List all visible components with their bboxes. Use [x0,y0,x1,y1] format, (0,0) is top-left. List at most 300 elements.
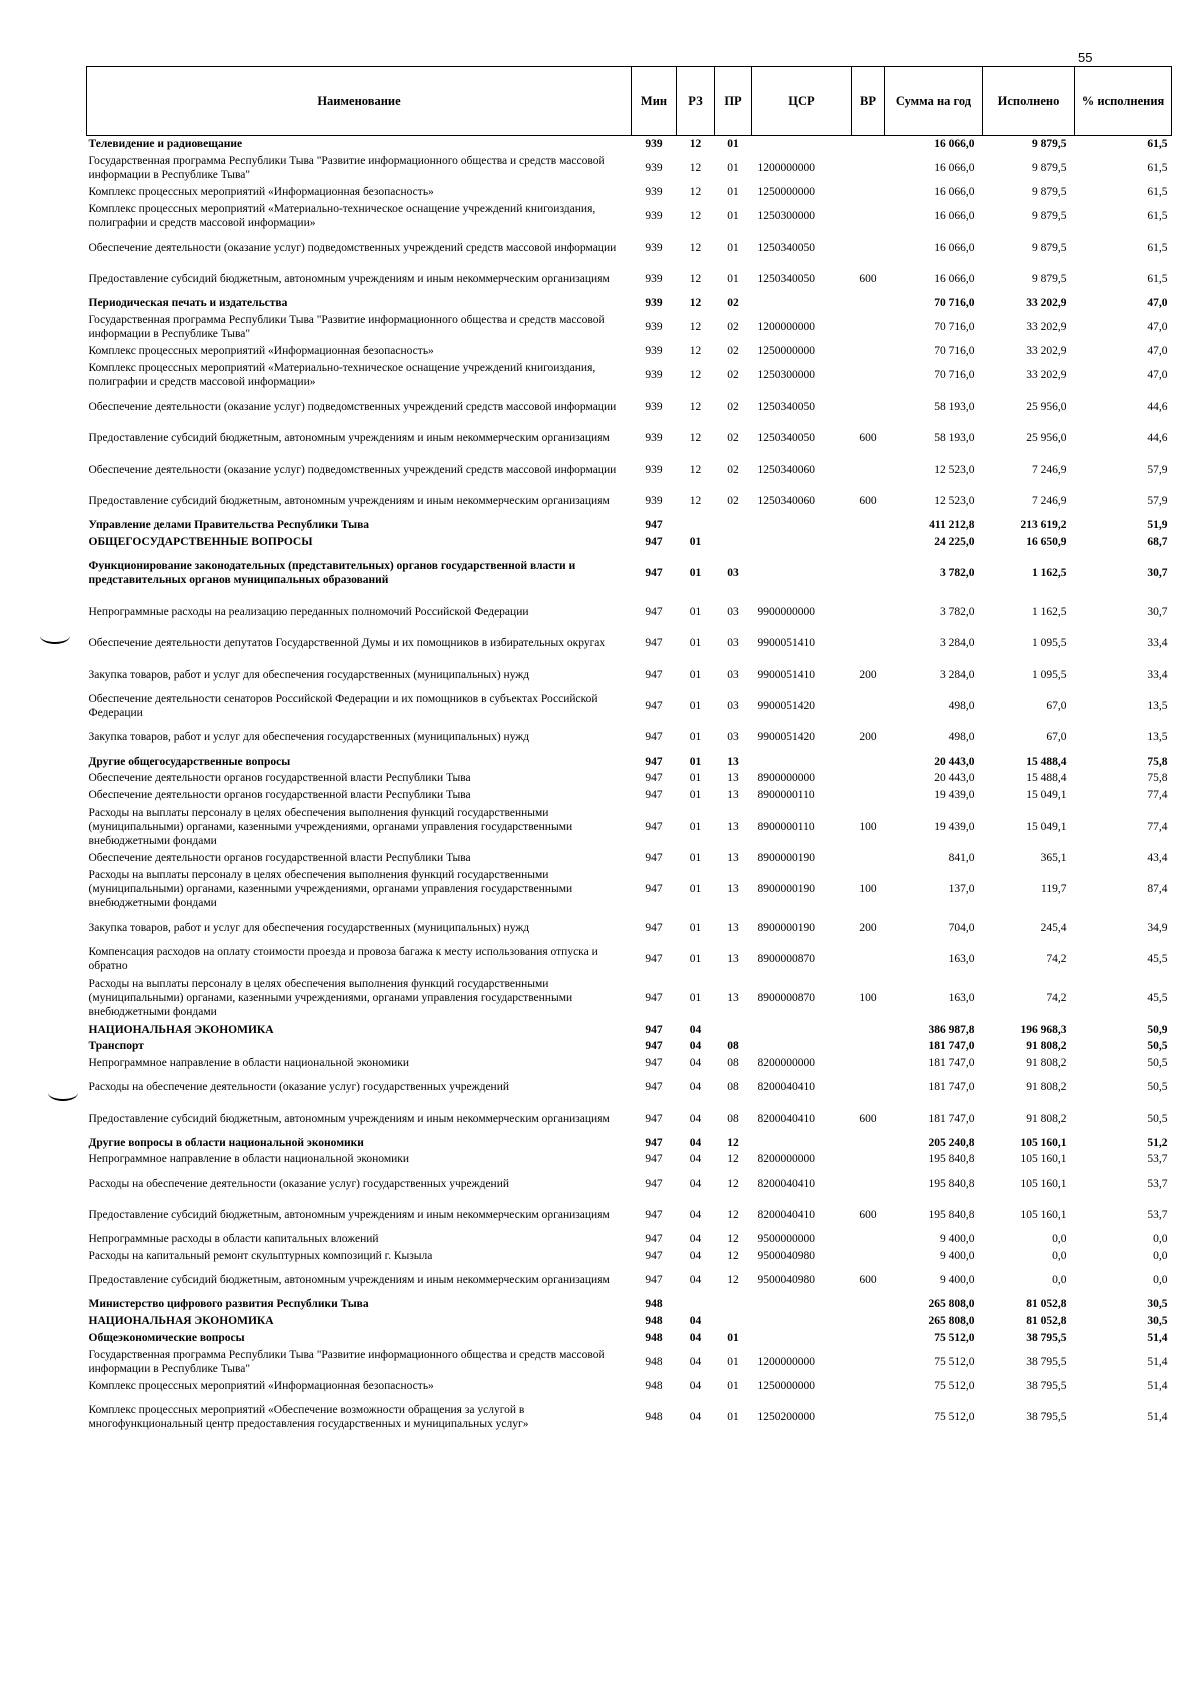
cell-csr: 1250340050 [757,241,815,254]
cell-done: 74,2 [1046,953,1067,966]
cell-sum: 70 716,0 [934,369,975,382]
table-row [87,912,1172,943]
cell-name: Предоставление субсидий бюджетным, автономным учреждениям и иным некоммерческим организациям [88,494,610,507]
cell-pct: 61,5 [1147,241,1168,254]
cell-vr [852,232,885,263]
cell-done: 81 052,8 [1026,1314,1067,1327]
table-row [87,1329,1172,1346]
cell-done: 38 795,5 [1026,1379,1067,1392]
cell-min: 947 [645,668,663,681]
cell-sum: 12 523,0 [934,463,975,476]
cell-name: Комплекс процессных мероприятий «Материально-техническое оснащение учреждений книгоиздания, полиграфии и средств массовой информации» [88,362,596,389]
cell-pr [715,517,752,534]
cell-vr [852,628,885,659]
cell-rz [677,517,715,534]
cell-pr: 01 [727,241,739,254]
cell-pct: 44,6 [1147,432,1168,445]
cell-pr [715,533,752,550]
cell-vr [852,454,885,485]
cell-name: Обеспечение деятельности (оказание услуг) подведомственных учреждений средств массовой информации [88,241,617,254]
cell-rz: 01 [689,851,702,864]
cell-min: 947 [645,1057,663,1070]
cell-sum: 20 443,0 [934,755,975,768]
cell-vr [852,753,885,770]
cell-min: 947 [645,820,663,833]
cell-name: Закупка товаров, работ и услуг для обеспечения государственных (муниципальных) нужд [88,922,530,935]
cell-csr: 1250000000 [757,345,815,358]
cell-csr [752,1296,852,1313]
cell-rz: 01 [689,772,702,785]
cell-pr: 03 [727,668,739,681]
cell-min: 947 [645,1249,663,1262]
cell-csr [752,1021,852,1038]
cell-pct: 47,0 [1147,345,1168,358]
cell-name: Телевидение и радиовещание [88,138,243,151]
cell-name: Закупка товаров, работ и услуг для обеспечения государственных (муниципальных) нужд [88,668,530,681]
table-row [87,1168,1172,1199]
table-row [87,1072,1172,1103]
table-row [87,485,1172,516]
cell-sum: 195 840,8 [928,1153,975,1166]
cell-name: Комплекс процессных мероприятий «Информационная безопасность» [88,345,434,358]
cell-min: 939 [645,432,663,445]
cell-csr: 1250300000 [757,369,815,382]
cell-min: 939 [645,161,663,174]
cell-pr: 12 [727,1233,739,1246]
cell-rz: 01 [689,992,702,1005]
cell-csr: 8200040410 [757,1208,815,1221]
table-row [87,1312,1172,1329]
cell-name: Обеспечение деятельности (оказание услуг) подведомственных учреждений средств массовой информации [88,400,617,413]
cell-pct: 34,9 [1147,922,1168,935]
cell-pr: 01 [727,1331,739,1344]
table-row [87,343,1172,360]
cell-name: Управление делами Правительства Республики Тыва [88,518,370,531]
cell-sum: 841,0 [948,851,975,864]
table-row [87,517,1172,534]
cell-pct: 75,8 [1147,772,1168,785]
cell-pct: 13,5 [1147,731,1168,744]
cell-min: 947 [645,992,663,1005]
cell-pct: 44,6 [1147,400,1168,413]
cell-vr: 200 [859,922,877,935]
cell-rz: 04 [689,1023,702,1036]
cell-sum: 411 212,8 [929,518,975,531]
cell-done: 38 795,5 [1026,1355,1067,1368]
table-body [87,136,1172,1441]
cell-vr [852,1168,885,1199]
cell-min: 947 [645,1112,663,1125]
cell-min: 939 [645,272,663,285]
cell-csr: 1250000000 [757,1379,815,1392]
cell-rz: 01 [689,922,702,935]
cell-vr [852,136,885,153]
cell-pr: 03 [727,605,739,618]
cell-pr: 02 [727,432,739,445]
cell-name: Другие вопросы в области национальной экономики [88,1136,364,1149]
margin-bracket-mark [48,1085,78,1101]
cell-pr: 13 [727,851,739,864]
cell-rz: 04 [689,1314,702,1327]
cell-rz: 04 [689,1081,702,1094]
cell-pct: 30,7 [1147,605,1168,618]
cell-pr: 12 [727,1136,739,1149]
cell-done: 1 162,5 [1032,567,1067,580]
cell-rz: 12 [689,161,702,174]
cell-vr: 200 [859,731,877,744]
cell-csr: 9500040980 [757,1249,815,1262]
cell-vr [852,550,885,596]
cell-pct: 45,5 [1147,953,1168,966]
table-row [87,454,1172,485]
cell-vr [852,1038,885,1055]
cell-csr [752,1134,852,1151]
header-sum: Сумма на год [885,67,983,136]
cell-sum: 75 512,0 [934,1355,975,1368]
cell-name: Министерство цифрового развития Республики Тыва [88,1298,369,1311]
cell-pct: 57,9 [1147,494,1168,507]
cell-sum: 9 400,0 [940,1233,975,1246]
cell-sum: 16 066,0 [934,138,975,151]
cell-done: 9 879,5 [1032,186,1067,199]
table-row [87,628,1172,659]
margin-bracket-mark [40,628,70,644]
header-name: Наименование [87,67,632,136]
cell-rz: 04 [689,1112,702,1125]
cell-sum: 19 439,0 [934,820,975,833]
cell-min: 947 [645,1136,663,1149]
cell-pct: 30,5 [1147,1298,1168,1311]
cell-csr: 1200000000 [757,321,815,334]
cell-csr: 8200040410 [757,1177,815,1190]
cell-done: 1 095,5 [1032,668,1067,681]
cell-pct: 53,7 [1147,1208,1168,1221]
cell-pct: 51,2 [1147,1136,1168,1149]
cell-vr [852,184,885,201]
cell-rz: 04 [689,1233,702,1246]
cell-sum: 265 808,0 [928,1314,975,1327]
cell-name: Комплекс процессных мероприятий «Информационная безопасность» [88,186,434,199]
cell-name: Обеспечение деятельности (оказание услуг) подведомственных учреждений средств массовой информации [88,463,617,476]
cell-min: 947 [645,1040,663,1053]
table-row [87,753,1172,770]
cell-pct: 53,7 [1147,1177,1168,1190]
cell-sum: 9 400,0 [940,1249,975,1262]
cell-done: 91 808,2 [1026,1057,1067,1070]
cell-pr: 03 [727,567,739,580]
cell-done: 245,4 [1040,922,1067,935]
cell-pr: 03 [727,700,739,713]
cell-sum: 181 747,0 [928,1057,975,1070]
cell-done: 15 049,1 [1026,789,1067,802]
cell-pr: 08 [727,1081,739,1094]
cell-done: 16 650,9 [1026,535,1067,548]
table-row [87,975,1172,1021]
cell-sum: 16 066,0 [934,186,975,199]
cell-pr [715,1296,752,1313]
cell-csr: 8900000000 [757,772,815,785]
cell-rz: 01 [689,883,702,896]
cell-rz: 04 [689,1040,702,1053]
cell-sum: 205 240,8 [928,1136,975,1149]
cell-sum: 70 716,0 [934,345,975,358]
cell-pct: 57,9 [1147,463,1168,476]
cell-name: Обеспечение деятельности депутатов Государственной Думы и их помощников в избирательных округах [88,637,606,650]
table-row [87,1377,1172,1394]
cell-name: Обеспечение деятельности органов государственной власти Республики Тыва [88,789,471,802]
cell-rz: 01 [689,637,702,650]
cell-name: Предоставление субсидий бюджетным, автономным учреждениям и иным некоммерческим организациям [88,432,610,445]
cell-done: 15 488,4 [1026,772,1067,785]
cell-rz: 12 [689,321,702,334]
cell-name: Государственная программа Республики Тыва "Развитие информационного общества и средств массовой информации в Республике Тыва" [88,314,605,341]
cell-sum: 9 400,0 [940,1273,975,1286]
cell-name: НАЦИОНАЛЬНАЯ ЭКОНОМИКА [88,1023,274,1036]
table-row [87,1055,1172,1072]
cell-done: 105 160,1 [1020,1208,1067,1221]
table-row [87,391,1172,422]
cell-csr: 9900051420 [757,700,815,713]
cell-sum: 58 193,0 [934,432,975,445]
cell-vr [852,1151,885,1168]
cell-name: Предоставление субсидий бюджетным, автономным учреждениям и иным некоммерческим организациям [88,1208,610,1221]
cell-csr: 8900000190 [757,922,815,935]
table-row [87,1346,1172,1377]
cell-csr [752,1329,852,1346]
cell-sum: 3 782,0 [940,605,975,618]
cell-min: 939 [645,400,663,413]
cell-pct: 13,5 [1147,700,1168,713]
cell-pct: 0,0 [1153,1273,1168,1286]
cell-pct: 50,5 [1147,1040,1168,1053]
cell-vr [852,1134,885,1151]
cell-pr: 08 [727,1112,739,1125]
table-row [87,360,1172,391]
cell-rz: 01 [689,731,702,744]
table-row [87,232,1172,263]
cell-name: Обеспечение деятельности органов государственной власти Республики Тыва [88,851,471,864]
cell-done: 38 795,5 [1026,1331,1067,1344]
cell-csr [752,533,852,550]
cell-name: Общеэкономические вопросы [88,1331,245,1344]
cell-csr [752,1312,852,1329]
cell-name: НАЦИОНАЛЬНАЯ ЭКОНОМИКА [88,1314,274,1327]
cell-pr: 13 [727,883,739,896]
cell-pct: 47,0 [1147,321,1168,334]
cell-sum: 58 193,0 [934,400,975,413]
cell-vr [852,311,885,342]
cell-rz: 12 [689,369,702,382]
cell-name: Функционирование законодательных (представительных) органов государственной власти и представительных органов муниципальных образований [88,560,576,587]
cell-name: Обеспечение деятельности органов государственной власти Республики Тыва [88,772,471,785]
cell-csr: 1200000000 [757,1355,815,1368]
cell-sum: 386 987,8 [928,1023,975,1036]
cell-name: Расходы на капитальный ремонт скульптурных композиций г. Кызыла [88,1249,433,1262]
cell-pct: 77,4 [1147,820,1168,833]
cell-pct: 51,4 [1147,1379,1168,1392]
cell-min: 939 [645,186,663,199]
cell-pr: 01 [727,1411,739,1424]
cell-pct: 33,4 [1147,637,1168,650]
cell-pr: 02 [727,463,739,476]
cell-sum: 195 840,8 [928,1177,975,1190]
cell-done: 67,0 [1046,731,1067,744]
cell-min: 947 [645,1023,663,1036]
cell-csr: 9900051410 [757,637,815,650]
cell-pr: 12 [727,1177,739,1190]
cell-done: 15 049,1 [1026,820,1067,833]
cell-done: 9 879,5 [1032,161,1067,174]
cell-pr: 13 [727,789,739,802]
table-row [87,184,1172,201]
cell-done: 9 879,5 [1032,241,1067,254]
cell-done: 9 879,5 [1032,210,1067,223]
cell-pct: 51,4 [1147,1355,1168,1368]
cell-csr: 8900000190 [757,851,815,864]
cell-rz [677,1296,715,1313]
cell-min: 939 [645,369,663,382]
cell-pr: 13 [727,755,739,768]
cell-name: Компенсация расходов на оплату стоимости проезда и провоза багажа к месту использования отпуска и обратно [88,946,598,973]
cell-min: 939 [645,210,663,223]
cell-pr [715,1021,752,1038]
cell-rz: 01 [689,755,702,768]
cell-min: 947 [645,605,663,618]
cell-vr [852,1312,885,1329]
cell-name: Закупка товаров, работ и услуг для обеспечения государственных (муниципальных) нужд [88,731,530,744]
cell-pct: 53,7 [1147,1153,1168,1166]
cell-csr: 1200000000 [757,161,815,174]
cell-rz: 04 [689,1273,702,1286]
cell-done: 7 246,9 [1032,463,1067,476]
cell-done: 105 160,1 [1020,1177,1067,1190]
cell-sum: 70 716,0 [934,321,975,334]
cell-pr: 03 [727,637,739,650]
cell-pr: 02 [727,297,739,310]
cell-name: Другие общегосударственные вопросы [88,755,291,768]
table-row [87,1394,1172,1440]
cell-pct: 0,0 [1153,1233,1168,1246]
cell-rz: 12 [689,241,702,254]
table-row [87,1103,1172,1134]
cell-pct: 50,9 [1147,1023,1168,1036]
cell-done: 105 160,1 [1020,1136,1067,1149]
cell-name: Предоставление субсидий бюджетным, автономным учреждениям и иным некоммерческим организациям [88,272,610,285]
cell-csr: 1250340050 [757,400,815,413]
cell-pr: 13 [727,953,739,966]
cell-done: 0,0 [1052,1273,1067,1286]
cell-name: Предоставление субсидий бюджетным, автономным учреждениям и иным некоммерческим организациям [88,1273,610,1286]
table-row [87,1296,1172,1313]
cell-min: 947 [645,535,663,548]
cell-done: 1 095,5 [1032,637,1067,650]
cell-vr: 100 [859,992,877,1005]
cell-min: 939 [645,138,663,151]
cell-pr: 12 [727,1153,739,1166]
cell-name: Государственная программа Республики Тыва "Развитие информационного общества и средств массовой информации в Республике Тыва" [88,1348,605,1375]
cell-rz: 04 [689,1379,702,1392]
cell-done: 91 808,2 [1026,1112,1067,1125]
table-row [87,596,1172,627]
cell-min: 939 [645,345,663,358]
cell-name: Расходы на выплаты персоналу в целях обеспечения выполнения функций государственными (муниципальными) органами, казенными учреждениями, органами управления государственными внебюджетными фондами [88,806,573,847]
cell-csr [752,550,852,596]
cell-done: 196 968,3 [1020,1023,1067,1036]
cell-rz: 01 [689,535,702,548]
budget-table-container [86,66,1171,1440]
cell-csr: 8900000870 [757,953,815,966]
table-row [87,422,1172,453]
cell-name: Комплекс процессных мероприятий «Обеспечение возможности обращения за услугой в многофункциональный центр предоставления государственных и муниципальных услуг» [88,1404,529,1431]
table-row [87,690,1172,721]
cell-vr: 100 [859,883,877,896]
cell-min: 947 [645,731,663,744]
cell-pr: 02 [727,369,739,382]
cell-vr [852,200,885,231]
cell-vr [852,1247,885,1264]
cell-csr: 1250340060 [757,494,815,507]
cell-pct: 61,5 [1147,272,1168,285]
cell-name: Комплекс процессных мероприятий «Информационная безопасность» [88,1379,434,1392]
table-row [87,1151,1172,1168]
cell-done: 67,0 [1046,700,1067,713]
cell-min: 947 [645,1153,663,1166]
cell-csr: 8200000000 [757,1153,815,1166]
header-pr: ПР [715,67,752,136]
cell-pct: 61,5 [1147,161,1168,174]
cell-min: 939 [645,321,663,334]
cell-min: 947 [645,922,663,935]
cell-done: 91 808,2 [1026,1040,1067,1053]
cell-min: 939 [645,241,663,254]
cell-vr [852,1394,885,1440]
cell-csr: 8200040410 [757,1081,815,1094]
cell-sum: 75 512,0 [934,1379,975,1392]
cell-pr: 01 [727,161,739,174]
table-row [87,1231,1172,1248]
cell-csr [752,517,852,534]
cell-sum: 3 284,0 [940,637,975,650]
cell-done: 0,0 [1052,1233,1067,1246]
table-row [87,722,1172,753]
cell-rz: 01 [689,668,702,681]
table-row [87,944,1172,975]
cell-sum: 498,0 [948,700,975,713]
cell-pct: 50,5 [1147,1112,1168,1125]
cell-rz: 01 [689,567,702,580]
cell-name: Расходы на обеспечение деятельности (оказание услуг) государственных учреждений [88,1081,510,1094]
cell-min: 947 [645,1273,663,1286]
cell-name: Непрограммное направление в области национальной экономики [88,1153,410,1166]
cell-vr [852,343,885,360]
cell-vr [852,1231,885,1248]
cell-pct: 33,4 [1147,668,1168,681]
cell-rz: 04 [689,1057,702,1070]
cell-rz: 04 [689,1177,702,1190]
cell-done: 81 052,8 [1026,1298,1067,1311]
table-row [87,1038,1172,1055]
cell-pct: 61,5 [1147,186,1168,199]
cell-csr: 1250340060 [757,463,815,476]
cell-csr: 1250340050 [757,432,815,445]
cell-sum: 20 443,0 [934,772,975,785]
cell-vr [852,1377,885,1394]
table-row [87,311,1172,342]
cell-vr [852,1346,885,1377]
cell-pr: 13 [727,772,739,785]
cell-sum: 24 225,0 [934,535,975,548]
cell-sum: 163,0 [948,992,975,1005]
